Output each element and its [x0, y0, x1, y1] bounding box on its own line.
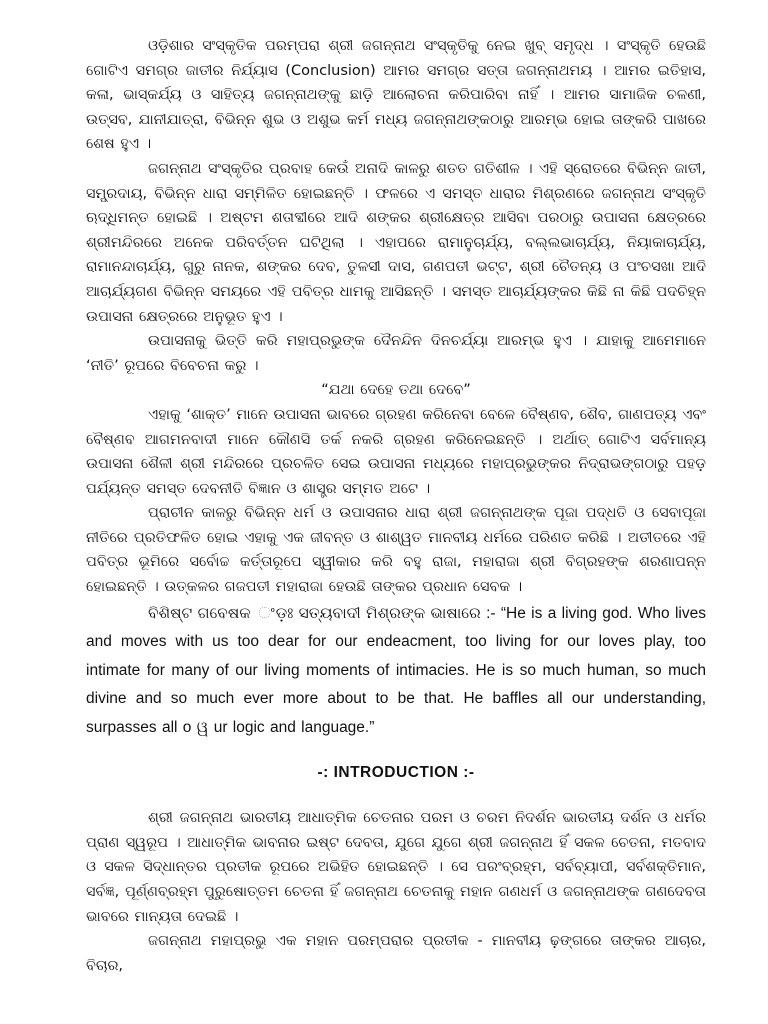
paragraph-shakta: ଏହାକୁ ‘ଶାକ୍ତ’ ମାନେ ଉପାସନା ଭାବରେ ଗ୍ରହଣ କରିନେବା ବେଳେ ବୈଷ୍ଣବ, ଶୈବ, ଗାଣପତ୍ୟ ଏବଂ ବୈଷ୍ଣବ ଆଗମନବାଦୀ ମାନେ କୌଣସି ତର୍କ ନକରି ଗ୍ରହଣ କରିନେଇଛନ୍ତି । ଅର୍ଥାତ୍ ଗୋଟିଏ ସର୍ବମାନ୍ୟ ଉପାସନା ଶୈଳୀ ଶ୍ରୀ ମନ୍ଦିରରେ ପ୍ରଚଳିତ ସେଇ ଉପାସନା ମଧ୍ୟରେ ମହାପ୍ରଭୁଙ୍କର ନିଦ୍ରାଭଙ୍ଗଠାରୁ ପହଡ଼ ପର୍ଯ୍ୟନ୍ତ ସମସ୍ତ ଦେବନୀତି ବିଜ୍ଞାନ ଓ ଶାସ୍ତ୍ର ସମ୍ମତ ଅଟେ ।: [86, 406, 706, 497]
paragraph-english-quote: [86, 600, 706, 743]
quote-intro: ବିଶିଷ୍ଟ ଗବେଷକ ଂଡ଼ଃ ସତ୍ୟବାଦୀ ମିଶ୍ରଙ୍କ ଭାଷାରେ :-: [148, 604, 501, 622]
paragraph-ancient-traditions: ପ୍ରାଚୀନ କାଳରୁ ବିଭିନ୍ନ ଧର୍ମ ଓ ଉପାସନାର ଧାରା ଶ୍ରୀ ଜଗନ୍ନାଥଙ୍କ ପୂଜା ପଦ୍ଧତି ଓ ସେବାପୂଜା ନୀତିରେ ପ୍ରତିଫଳିତ ହୋଇ ଏହାକୁ ଏକ ଜୀବନ୍ତ ଓ ଶାଶ୍ୱତ ମାନବୀୟ ଧର୍ମରେ ପରିଣତ କରିଛି । ଅତୀତରେ ଏହି ପବିତ୍ର ଭୂମିରେ ସର୍ବୋଚ୍ଚ କର୍ତ୍ତାରୂପେ ସ୍ୱୀକାର କରି ବହୁ ରାଜା, ମହାରାଜା ଶ୍ରୀ ବିଗ୍ରହଙ୍କ ଶରଣାପନ୍ନ ହୋଇଛନ୍ତି । ଉତ୍କଳର ଗଜପତୀ ମହାରାଜା ହେଉଛି ତାଙ୍କର ପ୍ରଧାନ ସେବକ ।: [86, 505, 706, 596]
paragraph-introduction: ଶ୍ରୀ ଜଗନ୍ନାଥ ଭାରତୀୟ ଆଧାତ୍ମିକ ଚେତନାର ପରମ ଓ ଚରମ ନିଦର୍ଶନ ଭାରତୀୟ ଦର୍ଶନ ଓ ଧର୍ମର ପ୍ରାଣ ସ୍ୱରୂପ । ଆଧାତ୍ମିକ ଭାବନାର ଇଷ୍ଟ ଦେବତା, ଯୁଗେ ଯୁଗେ ଶ୍ରୀ ଜଗନ୍ନାଥ ହିଁ ସକଳ ଚେତନା, ମତବାଦ ଓ ସକଳ ସିଦ୍ଧାନ୍ତର ପ୍ରତୀକ ରୂପରେ ଅଭିହିତ ହୋଇଛନ୍ତି । ସେ ପରଂବ୍ରହ୍ମ, ସର୍ବବ୍ୟାପୀ, ସର୍ବଶକ୍ତିମାନ, ସର୍ବଜ୍ଞ, ପୂର୍ଣ୍ଣବ୍ରହ୍ମ ପୁରୁଷୋତ୍ତମ ଚେତନା ହିଁ ଜଗନ୍ନାଥ ଚେତନାକୁ ମହାନ ଗଣଧର୍ମ ଓ ଜଗନ୍ନାଥଙ୍କ ଗଣଦେବତା ଭାବରେ ମାନ୍ୟତା ଦେଇଛି ।: [86, 810, 706, 925]
paragraph-tradition-symbol: ଜଗନ୍ନାଥ ମହାପ୍ରଭୁ ଏକ ମହାନ ପରମ୍ପରାର ପ୍ରତୀକ - ମାନବୀୟ ଢ଼ଙ୍ଗରେ ତାଙ୍କର ଆଚାର, ବିଚାର,: [86, 933, 706, 974]
quote-line: “ଯଥା ଦେହେ ତଥା ଦେବେ”: [321, 382, 471, 399]
paragraph-jagannath-culture-flow: ଜଗନ୍ନାଥ ସଂସ୍କୃତିର ପ୍ରବାହ କେଉଁ ଅନାଦି କାଳରୁ ଶତତ ଗତିଶୀଳ । ଏହି ସ୍ରୋତରେ ବିଭିନ୍ନ ଜାତୀ, ସମ୍ପ୍ରଦାୟ, ବିଭିନ୍ନ ଧାରା ସମ୍ମିଳିତ ହୋଇଛନ୍ତି । ଫଳରେ ଏ ସମସ୍ତ ଧାରାର ମିଶ୍ରଣରେ ଜଗନ୍ନାଥ ସଂସ୍କୃତି ଋଦ୍ଧିମନ୍ତ ହୋଇଛି । ଅଷ୍ଟମ ଶତାବ୍ଦୀରେ ଆଦି ଶଙ୍କର ଶ୍ରୀକ୍ଷେତ୍ର ଆସିବା ପରଠାରୁ ଉପାସନା କ୍ଷେତ୍ରରେ ଶ୍ରୀମନ୍ଦିରରେ ଅନେକ ପରିବର୍ତ୍ତନ ଘଟିଥିଲା । ଏହାପରେ ରାମାନୁଚାର୍ଯ୍ୟ, ବଲ୍ଲଭାଚାର୍ଯ୍ୟ, ନିୟାକାଚାର୍ଯ୍ୟ, ରାମାନନ୍ଦାଚାର୍ଯ୍ୟ, ଗୁରୁ ନାନକ, ଶଙ୍କର ଦେବ, ତୁଳସୀ ଦାସ, ଗଣପତୀ ଭଟ୍ଟ, ଶ୍ରୀ ଚୈତନ୍ୟ ଓ ପଂଚସଖା ଆଦି ଆଚାର୍ଯ୍ୟଗଣ ବିଭିନ୍ନ ସମୟରେ ଏହି ପବିତ୍ର ଧାମକୁ ଆସିଛନ୍ତି । ସମସ୍ତ ଆଚାର୍ଯ୍ୟଙ୍କର କିଛି ନା କିଛି ପଦଚିହ୍ନ ଉପାସନା କ୍ଷେତ୍ରରେ ଅନୁଭୂତ ହୁଏ ।: [86, 160, 706, 325]
english-quote: “He is a living god. Who lives and moves with us too dear for our endeacment, too living for our loves play, too intimate for many of our living moments of intimacies. He is so much human, so much divine and so much ever more about to be that. He baffles all our understanding, surpasses all o ୱ ur logic and language.”: [86, 604, 706, 736]
section-heading: -: INTRODUCTION :-: [317, 764, 475, 782]
paragraph-niti: ଉପାସନାକୁ ଭିତ୍ତି କରି ମହାପ୍ରଭୁଙ୍କ ଦୈନନ୍ଦିନ ଦିନଚର୍ଯ୍ୟା ଆରମ୍ଭ ହୁଏ । ଯାହାକୁ ଆମେମାନେ ‘ନୀତି’ ରୂପରେ ବିବେଚନା କରୁ ।: [86, 333, 706, 374]
paragraph-odisha-culture: ଓଡ଼ିଶାର ସଂସ୍କୃତିକ ପରମ୍ପରା ଶ୍ରୀ ଜଗନ୍ନାଥ ସଂସ୍କୃତିକୁ ନେଇ ଖୁବ୍ ସମୃଦ୍ଧ । ସଂସ୍କୃତି ହେଉଛି ଗୋଟିଏ ସମଗ୍ର ଜାତୀର ନିର୍ଯ୍ୟାସ (Conclusion) ଆମର ସମଗ୍ର ସତ୍ତା ଜଗନ୍ନାଥମୟ । ଆମର ଇତିହାସ, କଳା, ଭାସ୍କର୍ଯ୍ୟ ଓ ସାହିତ୍ୟ ଜଗନ୍ନାଥଙ୍କୁ ଛାଡ଼ି ଆଲୋଚନା କରିପାରିବା ନାହିଁ । ଆମର ସାମାଜିକ ଚଳଣୀ, ଉତ୍ସବ, ଯାନୀଯାତ୍ରା, ବିଭିନ୍ନ ଶୁଭ ଓ ଅଶୁଭ କର୍ମ ମଧ୍ୟ ଜଗନ୍ନାଥଙ୍କଠାରୁ ଆରମ୍ଭ ହୋଇ ତାଙ୍କରି ପାଖରେ ଶେଷ ହୁଏ ।: [86, 38, 706, 153]
